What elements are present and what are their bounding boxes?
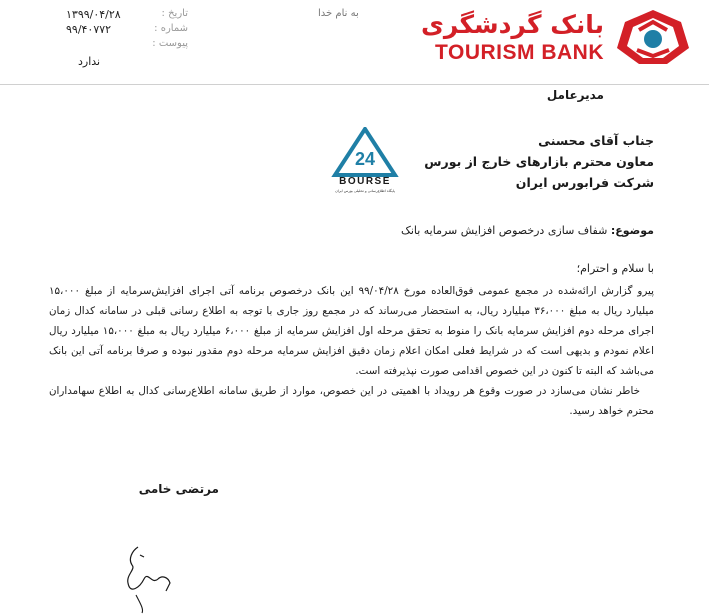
bourse-wordmark: BOURSE xyxy=(339,176,391,187)
letter-meta xyxy=(58,8,188,53)
date-value: ۱۳۹۹/۰۴/۲۸ xyxy=(66,8,121,21)
tagline: به نام خدا xyxy=(318,8,359,19)
bank-name-fa: بانک گردشگری xyxy=(421,10,604,39)
bank-emblem-icon xyxy=(615,8,691,66)
recipient-position: معاون محترم بازارهای خارج از بورس xyxy=(424,154,654,169)
date-label: تاریخ : xyxy=(161,8,188,19)
handwritten-signature xyxy=(118,535,178,615)
letter-body xyxy=(49,281,654,421)
attachment-label: پیوست : xyxy=(152,38,188,49)
attachment-value: ندارد xyxy=(78,55,101,68)
recipient-block xyxy=(424,130,654,193)
header-divider xyxy=(0,84,709,85)
bourse-logo-mark: 24 xyxy=(354,149,376,169)
recipient-name: جناب آقای محسنی xyxy=(538,133,654,148)
subject-label: موضوع: xyxy=(610,224,654,237)
number-value: ۹۹/۴۰۷۷۲ xyxy=(66,23,112,36)
bank-name-en: TOURISM BANK xyxy=(435,41,604,64)
number-label: شماره : xyxy=(154,23,188,34)
number-row xyxy=(58,23,188,38)
bourse-logo xyxy=(325,127,405,195)
signatory-name: مرتضی خامی xyxy=(138,482,219,496)
body-paragraph-2: خاطر نشان می‌سازد در صورت وقوع هر رویداد با اهمیتی در این خصوص، موارد از طریق سامانه اطلاع‌رسانی کدال به اطلاع سهامداران محترم خواهد رسید. xyxy=(49,385,654,417)
salutation: با سلام و احترام؛ xyxy=(576,262,654,275)
tourism-bank-logo xyxy=(414,8,699,64)
attachment-row xyxy=(58,38,188,53)
bourse-caption: پایگاه اطلاع‌رسانی و تحلیلی بورس ایران xyxy=(335,189,395,193)
date-row xyxy=(58,8,188,23)
body-paragraph-1: پیرو گزارش ارائه‌شده در مجمع عمومی فوق‌العاده مورخ ۹۹/۰۴/۲۸ این بانک درخصوص برنامه آتی اجرای افزایش‌سرمایه از مبلغ ۱۵،۰۰۰ میلیارد ریال به مبلغ ۳۶،۰۰۰ میلیارد ریال، به استحضار می‌رساند که در مجمع روز جاری با توجه به اطلاع رسانی قبلی در سامانه کدال زمان اجرای مرحله دوم افزایش سرمایه بانک را منوط به تحقق مرحله اول افزایش سرمایه از مبلغ ۶،۰۰۰ میلیارد ریال به مبلغ ۱۵،۰۰۰ میلیارد ریال اعلام نمودم و بدیهی است که در شرایط فعلی امکان اعلام زمان دقیق افزایش سرمایه مرحله دوم مقدور نبوده و صرفا برنامه آتی این بانک می‌باشد که البته تا کنون در این خصوص اقدامی صورت نپذیرفته است. xyxy=(49,285,655,377)
letterhead xyxy=(0,0,709,70)
addressee-title: مدیرعامل xyxy=(546,88,604,102)
subject-line xyxy=(401,224,654,237)
recipient-company: شرکت فرابورس ایران xyxy=(515,175,654,190)
subject-text: شفاف سازی درخصوص افزایش سرمایه بانک xyxy=(400,224,608,237)
